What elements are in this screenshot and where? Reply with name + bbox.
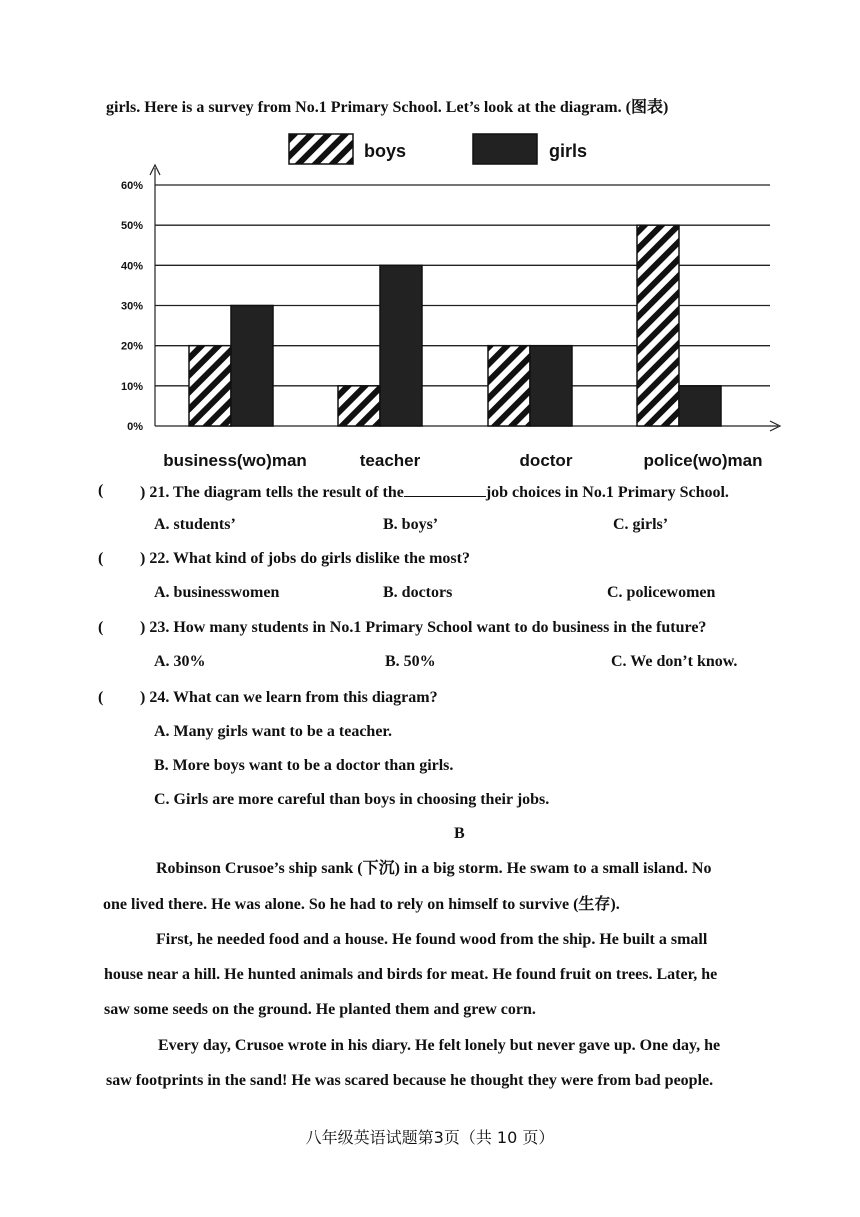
option-23-c[interactable]: C. We don’t know. <box>611 653 738 670</box>
fill-blank[interactable] <box>404 482 486 497</box>
paragraph-1-line-2: one lived there. He was alone. So he had to rely on himself to survive (生存). <box>103 896 620 913</box>
question-24: ) 24. What can we learn from this diagram? <box>140 689 438 706</box>
page-footer: 八年级英语试题第3页（共 10 页） <box>305 1128 555 1147</box>
option-21-a[interactable]: A. students’ <box>154 516 236 533</box>
x-categories <box>163 451 762 470</box>
option-21-b[interactable]: B. boys’ <box>383 516 439 533</box>
legend-swatch-boys <box>289 134 353 164</box>
legend <box>289 134 587 164</box>
category-label: doctor <box>519 451 573 470</box>
answer-paren-22[interactable]: ( <box>98 550 104 567</box>
bar-boys <box>338 386 380 426</box>
option-23-a[interactable]: A. 30% <box>154 653 206 670</box>
option-22-b[interactable]: B. doctors <box>383 584 453 601</box>
option-24-c[interactable]: C. Girls are more careful than boys in choosing their jobs. <box>154 791 550 808</box>
question-23-stem: 23. How many students in No.1 Primary School want to do business in the future? <box>149 619 707 636</box>
question-24-stem: 24. What can we learn from this diagram? <box>149 689 438 706</box>
y-tick-label: 0% <box>127 421 143 433</box>
option-22-a[interactable]: A. businesswomen <box>154 584 280 601</box>
bar-girls <box>530 346 572 426</box>
y-tick-label: 20% <box>120 340 143 353</box>
option-22-c[interactable]: C. policewomen <box>607 584 716 601</box>
y-tick-label: 60% <box>120 180 143 192</box>
paragraph-2-line-3: saw some seeds on the ground. He planted them and grew corn. <box>104 1001 536 1018</box>
question-21-stem-after: job choices in No.1 Primary School. <box>485 484 729 501</box>
legend-label-girls: girls <box>549 141 588 161</box>
intro-text: girls. Here is a survey from No.1 Primary School. Let’s look at the diagram. (图表) <box>106 99 669 116</box>
y-tick-label: 10% <box>120 380 143 393</box>
section-heading: B <box>454 825 465 842</box>
option-21-c[interactable]: C. girls’ <box>613 516 669 533</box>
y-tick-label: 40% <box>120 260 143 273</box>
legend-swatch-girls <box>473 134 537 164</box>
y-tick-label: 50% <box>120 220 143 233</box>
bar-girls <box>231 306 273 427</box>
legend-label-boys: boys <box>364 141 407 161</box>
bar-girls <box>679 386 721 426</box>
question-21 <box>140 482 729 502</box>
answer-paren-24[interactable]: ( <box>98 689 104 706</box>
bar-girls <box>380 265 422 426</box>
paragraph-3-line-1: Every day, Crusoe wrote in his diary. He felt lonely but never gave up. One day, he <box>158 1037 721 1054</box>
paragraph-3-line-2: saw footprints in the sand! He was scared because he thought they were from bad people. <box>106 1072 714 1089</box>
y-ticks <box>121 180 143 433</box>
bar-boys <box>189 346 231 426</box>
paragraph-2-line-2: house near a hill. He hunted animals and birds for meat. He found fruit on trees. Later, he <box>104 966 718 983</box>
bars <box>189 225 721 426</box>
option-23-b[interactable]: B. 50% <box>385 653 436 670</box>
category-label: teacher <box>359 451 421 470</box>
paren-close: ) <box>140 484 146 501</box>
option-24-a[interactable]: A. Many girls want to be a teacher. <box>154 723 393 740</box>
paragraph-2-line-1: First, he needed food and a house. He found wood from the ship. He built a small <box>156 931 708 948</box>
category-label: business(wo)man <box>163 451 307 470</box>
question-22: ) 22. What kind of jobs do girls dislike the most? <box>140 550 470 567</box>
category-label: police(wo)man <box>643 451 763 470</box>
question-22-stem: 22. What kind of jobs do girls dislike the most? <box>149 550 470 567</box>
y-tick-label: 30% <box>120 300 143 313</box>
answer-paren-23[interactable]: ( <box>98 619 104 636</box>
option-24-b[interactable]: B. More boys want to be a doctor than girls. <box>154 757 454 774</box>
bar-chart <box>0 0 860 480</box>
bar-boys <box>637 225 679 426</box>
answer-paren-21[interactable]: ( <box>98 482 104 499</box>
question-23: ) 23. How many students in No.1 Primary School want to do business in the future? <box>140 619 707 636</box>
paragraph-1-line-1: Robinson Crusoe’s ship sank (下沉) in a big storm. He swam to a small island. No <box>156 860 712 877</box>
bar-boys <box>488 346 530 426</box>
question-21-stem-before: 21. The diagram tells the result of the <box>149 484 404 501</box>
